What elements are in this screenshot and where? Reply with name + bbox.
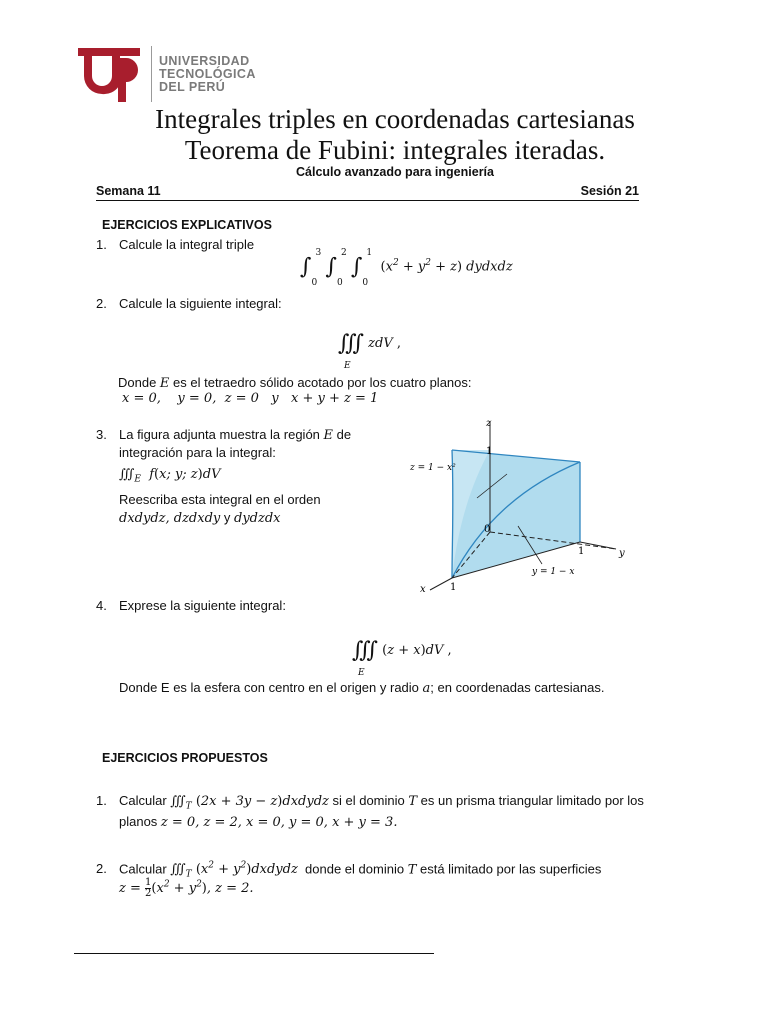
figure-label-surface: z = 1 − x² (410, 463, 456, 473)
exercise-3: 3. La figura adjunta muestra la región E de (96, 427, 352, 443)
section-heading-propuestos: EJERCICIOS PROPUESTOS (102, 751, 268, 765)
figure-x-axis-label: x (420, 584, 426, 595)
exercise-3-orders: dxdydz, dzdxdy y dydzdx (119, 510, 281, 526)
week-session-row (96, 184, 639, 201)
exercise-3-line-3: Reescriba esta integral en el orden (119, 492, 321, 507)
exercise-2-planes: x = 0, y = 0, z = 0 y x + y + z = 1 (122, 391, 379, 406)
week-label: Semana 11 (96, 184, 161, 198)
figure-tick-z: 1 (486, 446, 493, 457)
equation-1: ∫ 3 0 ∫ 2 0 ∫ 1 0 $(x^2 + y^2 + z)$ dydxdz (300, 248, 513, 288)
page-title-line-2: Teorema de Fubini: integrales iteradas. (184, 135, 606, 165)
exercise-4-description: Donde E es la esfera con centro en el origen y radio a; en coordenadas cartesianas. (119, 680, 605, 696)
equation-4: ∭ (z + x)dV , E (352, 638, 452, 678)
figure-tick-x: 1 (450, 582, 457, 593)
exercise-3-integral: $∭_E$ f(x; y; z)dV (119, 467, 221, 485)
proposed-2-surfaces: z = $\frac{1}{2}$ $(x^2 + y^2)$, z = 2. (119, 877, 254, 899)
proposed-1: 1. Calcular $∭_T$ (2x + 3y − z)dxdydz si el dominio T es un prisma triangular limitado por los (96, 793, 644, 812)
exercise-1: 1. Calcule la integral triple (96, 237, 255, 252)
proposed-2: 2. Calcular $∭_T$ ($x^2$ + $y^2)dxdydz$ donde el dominio T está limitado por las superficies (96, 861, 602, 880)
figure-z-axis-label: z (486, 418, 492, 429)
figure-y-axis-label: y (619, 548, 625, 559)
figure-origin: 0 (484, 524, 491, 535)
session-label: Sesión 21 (580, 184, 639, 198)
logo-divider (151, 46, 152, 102)
exercise-2: 2. Calcule la siguiente integral: (96, 296, 282, 311)
page-title-line-1: Integrales triples en coordenadas cartesianas (155, 104, 635, 134)
exercise-2-description: Donde E es el tetraedro sólido acotado por los cuatro planos: (118, 375, 472, 391)
figure-tick-y: 1 (578, 546, 585, 557)
section-heading-explicativos: EJERCICIOS EXPLICATIVOS (102, 218, 272, 232)
region-figure (402, 414, 640, 596)
footer-rule (74, 953, 434, 954)
exercise-3-line-2: integración para la integral: (119, 445, 276, 460)
figure-label-plane: y = 1 − x (532, 567, 575, 577)
exercise-4: 4. Exprese la siguiente integral: (96, 598, 286, 613)
proposed-1-line-2: planos z = 0, z = 2, x = 0, y = 0, x + y = 3. (119, 814, 398, 830)
utp-logo-icon (74, 44, 144, 104)
course-subtitle: Cálculo avanzado para ingeniería (296, 165, 494, 179)
logo-wordmark: UNIVERSIDAD TECNOLÓGICA DEL PERÚ (159, 54, 256, 94)
equation-2: ∭ zdV , E (338, 331, 401, 371)
